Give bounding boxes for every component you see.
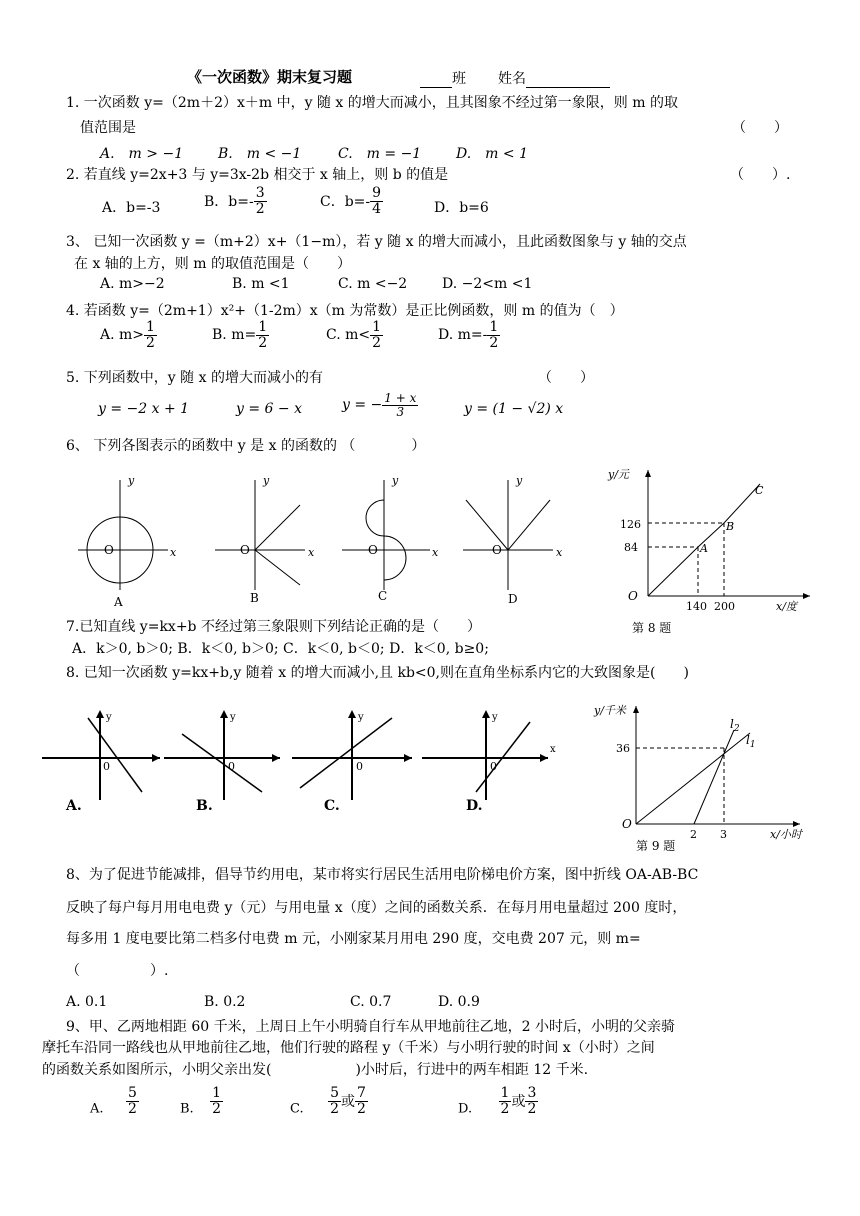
- page-title: 《一次函数》期末复习题: [187, 68, 353, 86]
- fig8-point-c: C: [755, 484, 764, 497]
- q5-paren: （ ）: [538, 370, 594, 386]
- q8a-graph-b: [164, 710, 280, 814]
- q8a-text: 8. 已知一次函数 y=kx+b,y 随着 x 的增大而减小,且 kb<0,则在直角坐标系内它的大致图象是( ): [66, 665, 689, 681]
- q6-c-y-label: y: [392, 474, 399, 487]
- q8b-line2: 反映了每户每月用电电费 y（元）与用电量 x（度）之间的函数关系．在每月用电量超过 200 度时，: [66, 900, 687, 916]
- q5-text: 5. 下列函数中，y 随 x 的增大而减小的有: [66, 370, 323, 386]
- q4-text: 4. 若函数 y=（2m+1）x²+（1-2m）x（m 为常数）是正比例函数，则 m 的值为（ ）: [66, 303, 624, 319]
- q8a-b-label: B.: [196, 798, 213, 814]
- name-field: [498, 68, 610, 88]
- q3-option-d: D. −2<m <1: [442, 276, 533, 292]
- fig8-xtick-200: 200: [714, 600, 735, 613]
- q6-b-x-label: x: [308, 546, 315, 559]
- fig9-origin: O: [622, 817, 632, 831]
- fig9-l1-label: $l_1$: [746, 733, 756, 750]
- name-label: 姓名: [498, 71, 526, 87]
- q6-b-label: B: [250, 591, 259, 605]
- q8b-option-a: A. 0.1: [66, 994, 108, 1010]
- q4-option-c: C. m< $\frac{1}{2}$: [326, 319, 382, 351]
- q5-func-1: y = −2 x + 1: [98, 401, 190, 417]
- q6-graph-a: [78, 474, 177, 609]
- q9-line2: 摩托车沿同一路线也从甲地前往乙地，他们行驶的路程 y（千米）与小明行驶的时间 x（小时）之间: [42, 1040, 655, 1056]
- q8b-line1: 8、为了促进节能减排，倡导节约用电，某市将实行居民生活用电阶梯电价方案，图中折线 OA-AB-BC: [66, 867, 699, 883]
- fig8-y-label: y/元: [608, 468, 629, 481]
- q1-option-d: D. m < 1: [456, 146, 528, 162]
- class-field: [420, 68, 466, 88]
- q2-option-c: C．b=- $\frac{9}{4}$: [320, 185, 382, 217]
- q6-a-x-label: x: [170, 546, 177, 559]
- q7-options: A．k＞0, b＞0; B．k＜0, b＞0; C．k＜0, b＜0; D．k＜0, b≥0;: [72, 641, 489, 657]
- q2-option-b: B．b=- $\frac{3}{2}$: [204, 185, 265, 217]
- q6-graph-b: [215, 474, 315, 605]
- q8b-line3: 每多用 1 度电要比第二档多付电费 m 元，小刚家某月用电 290 度，交电费 207 元，则 m=: [66, 931, 641, 947]
- q9-line3: 的函数关系如图所示，小明父亲出发( )小时后，行进中的两车相距 12 千米.: [42, 1062, 589, 1078]
- fig9-caption: 第 9 题: [636, 839, 676, 853]
- q2-paren: （ ）.: [730, 167, 791, 183]
- q8a-a-label: A.: [66, 798, 82, 814]
- fig9-ytick-36: 36: [616, 742, 630, 755]
- figure-9: [594, 700, 830, 860]
- q1-option-b: B. m < −1: [218, 146, 302, 162]
- q8a-d-x: x: [550, 744, 556, 755]
- q9-option-a: A. $\frac{5}{2}$: [90, 1085, 137, 1117]
- fig9-xtick-3: 3: [720, 828, 727, 841]
- q8b-option-c: C. 0.7: [350, 994, 392, 1010]
- q9-option-c: C. $\frac{5}{2}$ 或 $\frac{7}{2}$: [290, 1085, 366, 1117]
- q8a-c-zero: 0: [356, 760, 363, 773]
- q8b-option-b: B. 0.2: [204, 994, 246, 1010]
- fig8-ytick-126: 126: [620, 518, 641, 531]
- q3-option-a: A. m>−2: [100, 276, 165, 292]
- q6-b-origin: O: [240, 543, 250, 557]
- fig8-caption: 第 8 题: [632, 621, 672, 635]
- q8a-c-y: y: [358, 712, 364, 723]
- q4-option-a: A. m> $\frac{1}{2}$: [100, 319, 155, 351]
- q8a-graph-a: [42, 710, 160, 814]
- fig8-point-b: B: [726, 520, 735, 533]
- q8a-d-zero: 0: [490, 760, 497, 773]
- q7-text: 7.已知直线 y=kx+b 不经过第三象限则下列结论正确的是（ ）: [66, 619, 481, 635]
- fig8-xtick-140: 140: [686, 600, 707, 613]
- q8a-b-y: y: [230, 712, 236, 723]
- q6-c-origin: O: [368, 543, 378, 557]
- q5-func-4: y = (1 − √2) x: [464, 401, 564, 417]
- q4-option-d: D. m=- $\frac{1}{2}$: [438, 319, 499, 351]
- fig8-point-a: A: [700, 542, 708, 555]
- q8b-line4: （ ）.: [66, 963, 169, 979]
- fig9-l2-label: $l_2$: [730, 717, 740, 734]
- q8a-d-y: y: [492, 712, 498, 723]
- q3-line1: 3、 已知一次函数 y =（m+2）x+（1−m），若 y 随 x 的增大而减小，且此函数图象与 y 轴的交点: [66, 234, 687, 250]
- q1-option-a: A. m > −1: [100, 146, 184, 162]
- q3-option-b: B. m <1: [232, 276, 290, 292]
- q6-a-label: A: [114, 595, 123, 609]
- q8a-graphs: [0, 700, 580, 820]
- figure-8: [600, 460, 830, 640]
- q2-option-d: D．b=6: [434, 200, 489, 216]
- fig8-x-label: x/度: [776, 600, 797, 613]
- q6-graphs: [0, 470, 600, 610]
- q1-line1: 1. 一次函数 y=（2m＋2）x＋m 中，y 随 x 的增大而减小，且其图象不经过第一象限，则 m 的取: [66, 95, 678, 111]
- q8a-d-label: D.: [466, 798, 483, 814]
- q1-line2: 值范围是: [80, 120, 136, 136]
- q1-paren: （ ）: [732, 120, 788, 136]
- q8a-b-zero: 0: [228, 760, 235, 773]
- q1-option-c: C. m = −1: [338, 146, 422, 162]
- q8a-graph-c: [292, 710, 412, 814]
- fig8-origin: O: [628, 589, 638, 603]
- q5-func-3: y = − $\frac{1 + x}{3}$: [342, 391, 417, 419]
- q6-a-origin: O: [104, 543, 114, 557]
- q3-line2: 在 x 轴的上方，则 m 的取值范围是（ ）: [74, 256, 351, 272]
- q6-graph-c: [342, 474, 439, 603]
- fig9-xtick-2: 2: [690, 828, 697, 841]
- q6-d-x-label: x: [556, 546, 563, 559]
- class-label: 班: [452, 71, 466, 87]
- q8b-option-d: D. 0.9: [438, 994, 480, 1010]
- q9-line1: 9、甲、乙两地相距 60 千米，上周日上午小明骑自行车从甲地前往乙地，2 小时后，小明的父亲骑: [66, 1019, 675, 1035]
- q8a-a-y: y: [106, 712, 112, 723]
- q9-option-d: D. $\frac{1}{2}$ 或 $\frac{3}{2}$: [458, 1085, 537, 1117]
- fig9-x-label: x/小时: [770, 828, 802, 841]
- q2-option-a: A．b=-3: [102, 200, 161, 216]
- q6-d-y-label: y: [516, 474, 523, 487]
- q3-option-c: C. m <−2: [338, 276, 408, 292]
- q2-text: 2. 若直线 y=2x+3 与 y=3x-2b 相交于 x 轴上，则 b 的值是: [66, 167, 449, 183]
- q6-text: 6、 下列各图表示的函数中 y 是 x 的函数的 （ ）: [66, 438, 426, 454]
- fig9-y-label: y/千米: [594, 704, 626, 717]
- q6-d-origin: O: [492, 543, 502, 557]
- q6-d-label: D: [508, 592, 518, 606]
- q6-c-x-label: x: [432, 546, 439, 559]
- q4-option-b: B. m= $\frac{1}{2}$: [212, 319, 268, 351]
- q6-c-label: C: [378, 589, 388, 603]
- q8a-a-zero: 0: [103, 760, 110, 773]
- fig8-ytick-84: 84: [624, 541, 638, 554]
- q6-a-y-label: y: [128, 474, 135, 487]
- q9-option-b: B. $\frac{1}{2}$: [180, 1085, 222, 1117]
- q5-func-2: y = 6 − x: [236, 401, 302, 417]
- q6-b-y-label: y: [263, 474, 270, 487]
- q6-graph-d: [463, 474, 563, 606]
- q8a-c-label: C.: [324, 798, 340, 814]
- q8a-graph-d: [422, 710, 556, 814]
